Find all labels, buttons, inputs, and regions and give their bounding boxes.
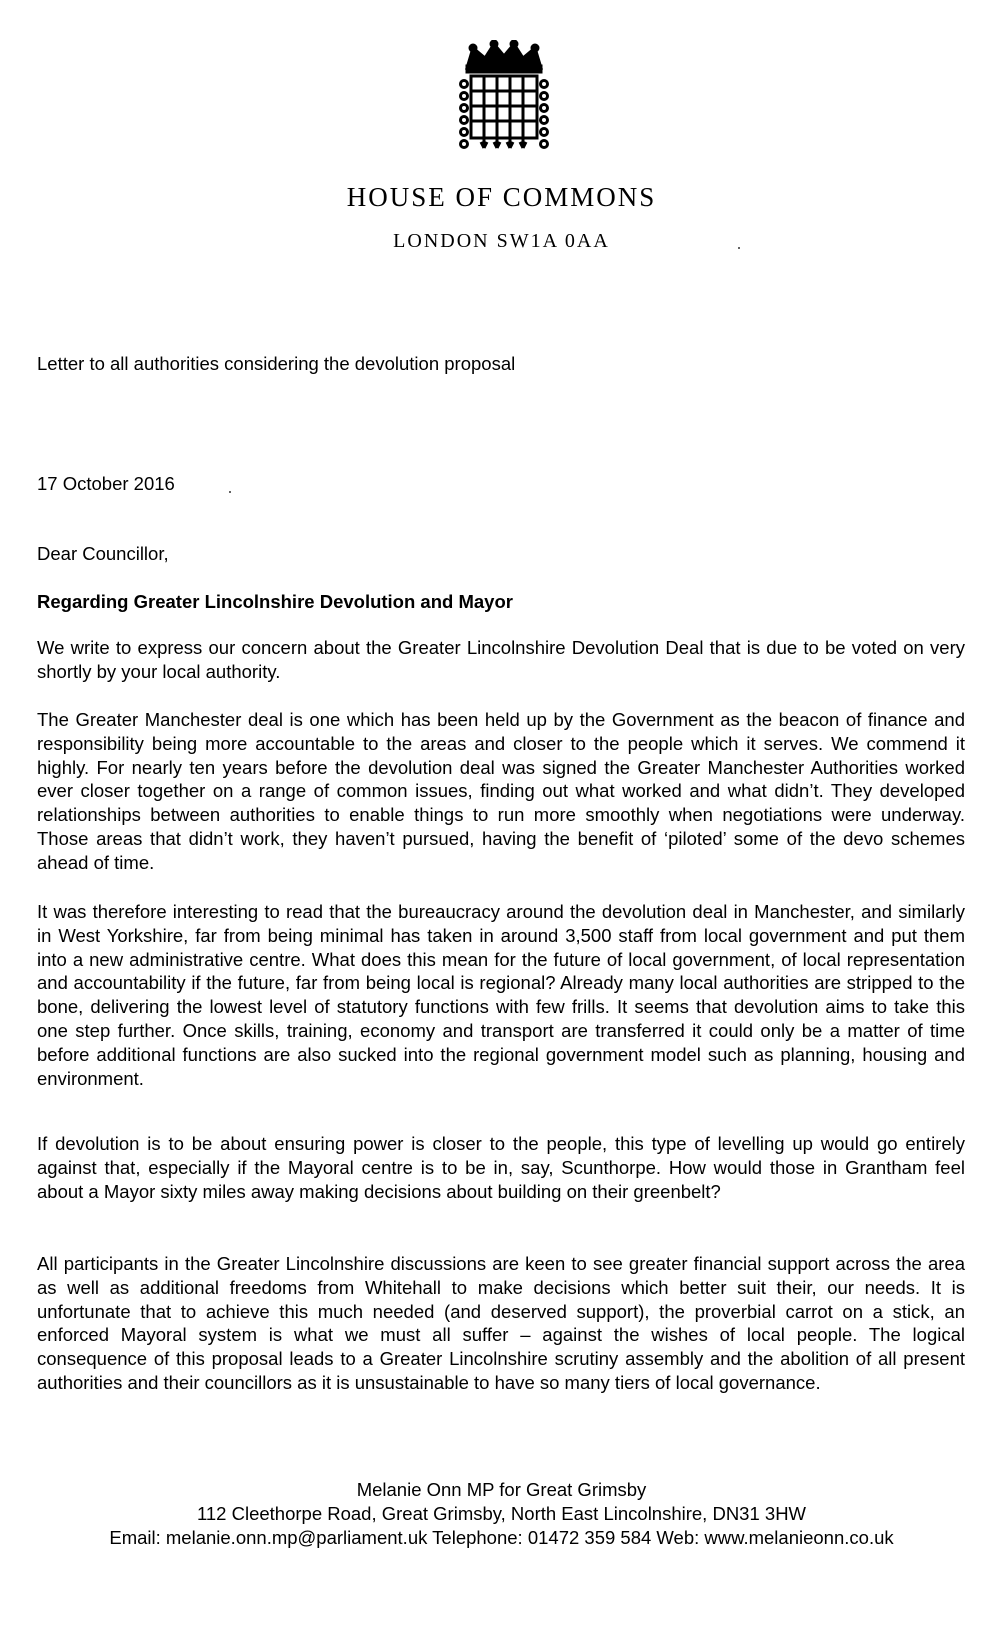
portcullis-crest-icon	[459, 40, 549, 158]
body-paragraph-2: The Greater Manchester deal is one which has been held up by the Government as the beacon of finance and responsibility being more accountable to the areas and closer to the people which it serves. We commend it highly. For nearly ten years before the devolution deal was signed the Greater Manchester Authorities worked ever closer together on a range of common issues, finding out what worked and what didn’t. They developed relationships between authorities to enable things to run more smoothly when negotiations were underway. Those areas that didn’t work, they haven’t pursued, having the benefit of ‘piloted’ some of the devo schemes ahead of time.	[37, 709, 965, 873]
body-paragraph-4: If devolution is to be about ensuring power is closer to the people, this type of levelling up would go entirely against that, especially if the Mayoral centre is to be in, say, Scunthorpe. How would those in Grantham feel about a Mayor sixty miles away making decisions about building on their greenbelt?	[37, 1133, 965, 1202]
scan-speck	[738, 247, 740, 249]
footer-contact: Email: melanie.onn.mp@parliament.uk Telephone: 01472 359 584 Web: www.melanieonn.co.uk	[109, 1527, 894, 1548]
letter-heading: Letter to all authorities considering the devolution proposal	[37, 353, 516, 374]
letterhead-address: LONDON SW1A 0AA	[393, 230, 610, 252]
body-paragraph-3: It was therefore interesting to read that the bureaucracy around the devolution deal in Manchester, and similarly in West Yorkshire, far from being minimal has taken in around 3,500 staff from local government and put them into a new administrative centre. What does this mean for the future of local government, of local representation and accountability if the future, far from being local is regional? Already many local authorities are stripped to the bone, delivering the lowest level of statutory functions with few frills. It seems that devolution aims to take this one step further. Once skills, training, economy and transport are transferred it could only be a matter of time before additional functions are also sucked into the regional government model such as planning, housing and environment.	[37, 901, 965, 1089]
body-paragraph-5: All participants in the Greater Lincolnshire discussions are keen to see greater financial support across the area as well as additional freedoms from Whitehall to make decisions which better suit their, our needs. It is unfortunate that to achieve this much needed (and deserved support), the proverbial carrot on a stick, an enforced Mayoral system is what we must all suffer – against the wishes of local people. The logical consequence of this proposal leads to a Greater Lincolnshire scrutiny assembly and the abolition of all present authorities and their councillors as it is unsustainable to have so many tiers of local governance.	[37, 1253, 965, 1393]
footer-name: Melanie Onn MP for Great Grimsby	[356, 1479, 647, 1500]
letter-salutation: Dear Councillor,	[37, 543, 169, 564]
letterhead-org-name: HOUSE OF COMMONS	[346, 182, 657, 212]
footer-address: 112 Cleethorpe Road, Great Grimsby, North East Lincolnshire, DN31 3HW	[196, 1503, 807, 1524]
scan-speck	[229, 491, 231, 493]
body-paragraph-1: We write to express our concern about the Greater Lincolnshire Devolution Deal that is due to be voted on very shortly by your local authority.	[37, 637, 965, 682]
letter-date: 17 October 2016	[37, 473, 175, 494]
letter-subject: Regarding Greater Lincolnshire Devolution and Mayor	[37, 591, 513, 612]
